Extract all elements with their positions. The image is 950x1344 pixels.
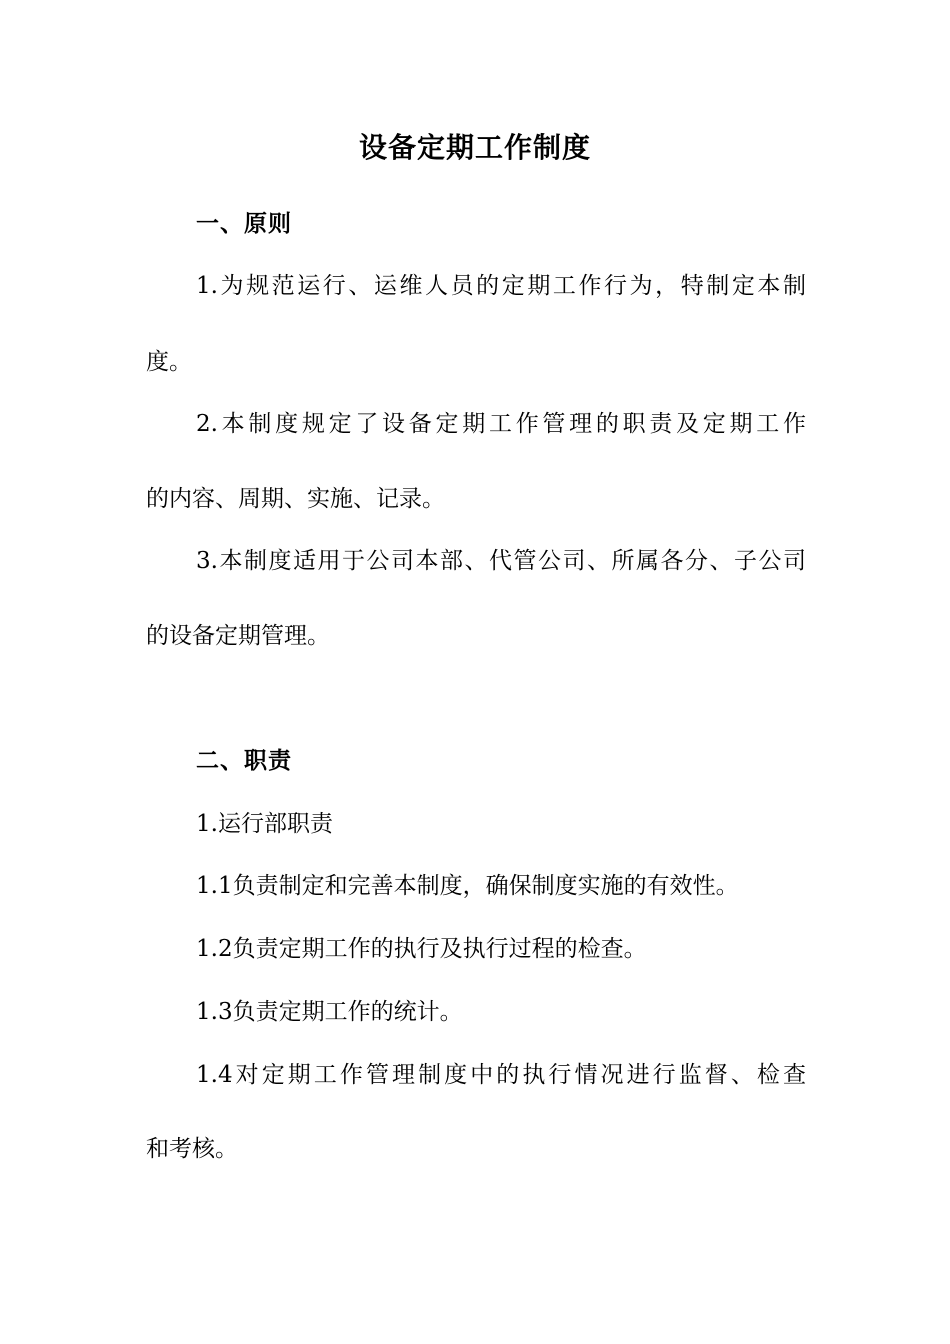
paragraph-line: 3.本制度适用于公司本部、代管公司、所属各分、子公司: [196, 548, 806, 574]
paragraph-line: 度。: [146, 349, 192, 375]
paragraph-line: 和考核。: [146, 1136, 238, 1162]
paragraph-line: 1.3负责定期工作的统计。: [196, 999, 463, 1025]
section-heading-duties: 二、职责: [196, 747, 292, 774]
document-title: 设备定期工作制度: [358, 131, 591, 164]
paragraph-line: 的内容、周期、实施、记录。: [146, 486, 445, 512]
paragraph-line: 2.本制度规定了设备定期工作管理的职责及定期工作: [196, 411, 806, 437]
paragraph-line: 1.1负责制定和完善本制度，确保制度实施的有效性。: [196, 873, 739, 899]
paragraph-line: 的设备定期管理。: [146, 623, 330, 649]
paragraph-line: 1.2负责定期工作的执行及执行过程的检查。: [196, 936, 647, 962]
paragraph-line: 1.4对定期工作管理制度中的执行情况进行监督、检查: [196, 1062, 806, 1088]
paragraph-line: 1.为规范运行、运维人员的定期工作行为，特制定本制: [196, 273, 806, 299]
section-heading-principles: 一、原则: [196, 210, 292, 237]
paragraph-line: 1.运行部职责: [196, 811, 333, 837]
